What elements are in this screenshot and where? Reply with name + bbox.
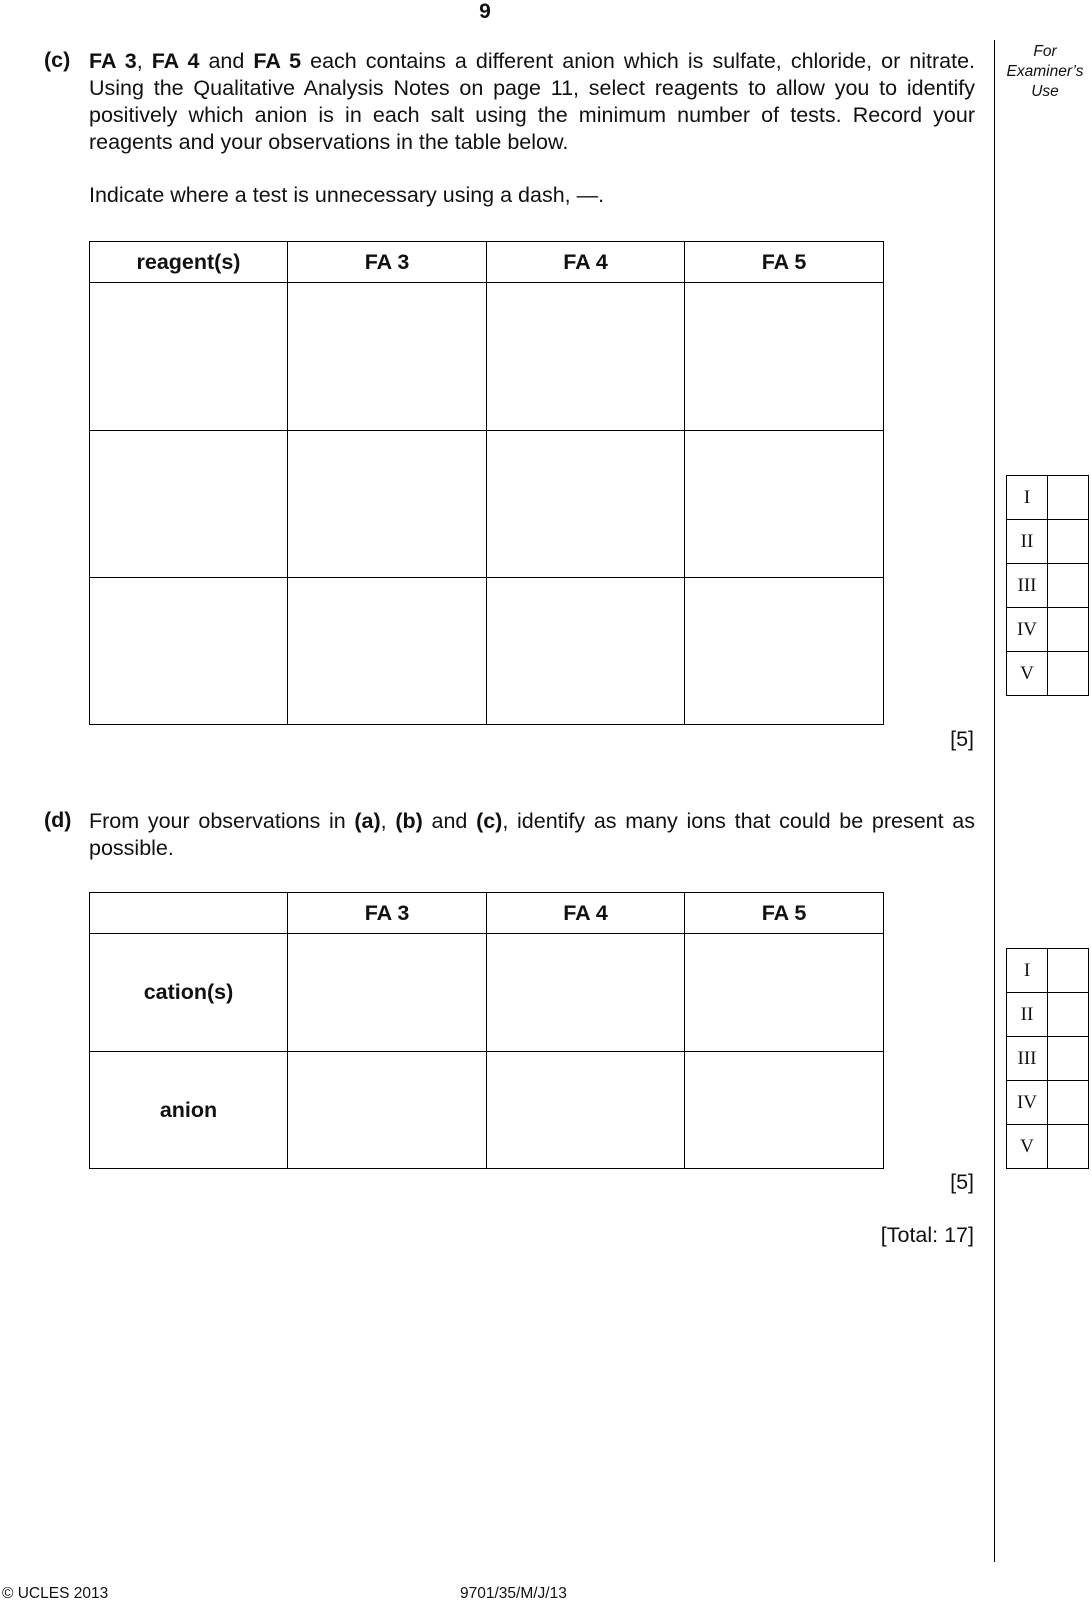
answer-cell[interactable] xyxy=(288,431,487,578)
box-label: I xyxy=(1007,476,1048,520)
answer-cell[interactable] xyxy=(90,431,288,578)
fa5-ref: FA 5 xyxy=(253,49,302,73)
header-fa5: FA 5 xyxy=(685,242,884,283)
margin-rule xyxy=(994,40,995,1562)
text-and: and xyxy=(199,49,254,73)
fa3-ref: FA 3 xyxy=(89,49,137,73)
answer-cell[interactable] xyxy=(487,578,685,725)
box-entry[interactable] xyxy=(1048,1037,1089,1081)
header-reagents: reagent(s) xyxy=(90,242,288,283)
mark-d: [5] xyxy=(950,1170,974,1194)
answer-cell[interactable] xyxy=(685,283,884,431)
answer-cell[interactable] xyxy=(487,431,685,578)
box-label: V xyxy=(1007,652,1048,696)
box-label: I xyxy=(1007,949,1048,993)
page-number: 9 xyxy=(479,0,491,23)
examiner-box-c xyxy=(1006,475,1089,696)
box-entry[interactable] xyxy=(1048,1081,1089,1125)
row-label-cations: cation(s) xyxy=(90,934,288,1052)
box-entry[interactable] xyxy=(1048,564,1089,608)
box-entry[interactable] xyxy=(1048,520,1089,564)
box-label: V xyxy=(1007,1125,1048,1169)
header-fa3: FA 3 xyxy=(288,242,487,283)
box-label: IV xyxy=(1007,1081,1048,1125)
reagent-observation-table xyxy=(89,241,884,725)
row-label-anion: anion xyxy=(90,1052,288,1169)
header-fa4: FA 4 xyxy=(487,242,685,283)
ref-b: (b) xyxy=(395,809,423,833)
question-c-text xyxy=(89,48,975,156)
examiner-use-line-3: Use xyxy=(1031,83,1059,100)
examiner-use-line-2: Examiner’s xyxy=(1006,63,1084,80)
mark-c: [5] xyxy=(950,727,974,751)
box-entry[interactable] xyxy=(1048,652,1089,696)
answer-cell[interactable] xyxy=(685,578,884,725)
answer-cell[interactable] xyxy=(288,1052,487,1169)
box-entry[interactable] xyxy=(1048,993,1089,1037)
total-mark: [Total: 17] xyxy=(880,1223,974,1247)
examiner-use-line-1: For xyxy=(1033,43,1057,60)
footer-code: 9701/35/M/J/13 xyxy=(460,1585,567,1602)
answer-cell[interactable] xyxy=(288,283,487,431)
question-c-instruction: Indicate where a test is unnecessary using a dash, —. xyxy=(89,183,605,207)
question-d-text-2: , xyxy=(380,809,396,833)
box-entry[interactable] xyxy=(1048,1125,1089,1169)
ions-table xyxy=(89,892,884,1169)
answer-cell[interactable] xyxy=(90,578,288,725)
box-entry[interactable] xyxy=(1048,476,1089,520)
fa4-ref: FA 4 xyxy=(151,49,200,73)
answer-cell[interactable] xyxy=(288,934,487,1052)
answer-cell[interactable] xyxy=(685,431,884,578)
examiner-use-label xyxy=(1000,42,1090,102)
answer-cell[interactable] xyxy=(487,934,685,1052)
question-d-text xyxy=(89,808,975,862)
question-d-text-3: and xyxy=(422,809,477,833)
header-fa3: FA 3 xyxy=(288,893,487,934)
answer-cell[interactable] xyxy=(288,578,487,725)
question-c-body: each contains a different anion which is sulfate, chloride, or nitrate. Using the Qualitative Analysis Notes on page 11, select reagents to allow you to identify positively which anion is in each salt using the minimum number of tests. Record your reagents and your observations in the table below. xyxy=(89,49,976,154)
header-fa4: FA 4 xyxy=(487,893,685,934)
question-d-text-4: , identify as many ions that could be present as possible. xyxy=(89,809,975,860)
ref-a: (a) xyxy=(354,809,381,833)
box-label: II xyxy=(1007,993,1048,1037)
header-fa5: FA 5 xyxy=(685,893,884,934)
box-label: IV xyxy=(1007,608,1048,652)
box-label: II xyxy=(1007,520,1048,564)
answer-cell[interactable] xyxy=(487,1052,685,1169)
ref-c: (c) xyxy=(476,809,503,833)
header-empty xyxy=(90,893,288,934)
box-entry[interactable] xyxy=(1048,949,1089,993)
answer-cell[interactable] xyxy=(487,283,685,431)
question-d-text-1: From your observations in xyxy=(89,809,355,833)
question-c-label: (c) xyxy=(44,48,71,72)
answer-cell[interactable] xyxy=(90,283,288,431)
footer-copyright: © UCLES 2013 xyxy=(2,1585,109,1602)
answer-cell[interactable] xyxy=(685,1052,884,1169)
answer-cell[interactable] xyxy=(685,934,884,1052)
box-label: III xyxy=(1007,1037,1048,1081)
question-d-label: (d) xyxy=(44,808,72,832)
examiner-box-d xyxy=(1006,948,1089,1169)
text-comma: , xyxy=(136,49,152,73)
box-entry[interactable] xyxy=(1048,608,1089,652)
box-label: III xyxy=(1007,564,1048,608)
